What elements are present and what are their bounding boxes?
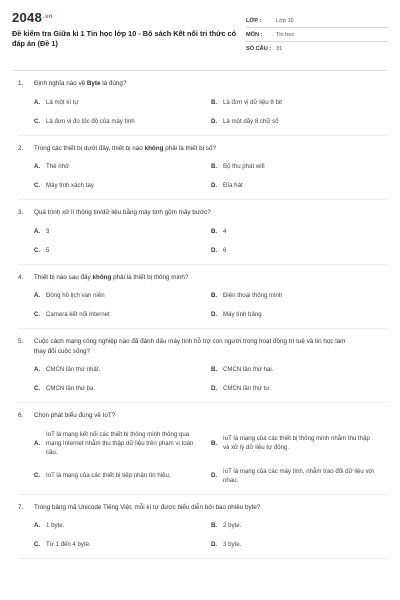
- answer-option[interactable]: [34, 246, 211, 255]
- answer-option[interactable]: [34, 365, 211, 374]
- question-number: 2.: [18, 144, 24, 152]
- option-letter: D.: [211, 385, 218, 392]
- option-text: CMCN lần thứ hai.: [223, 366, 274, 373]
- option-letter: D.: [211, 472, 218, 479]
- option-letter: A.: [34, 227, 41, 235]
- option-letter: C.: [34, 246, 41, 254]
- question-text: [34, 273, 388, 283]
- question-text: [34, 208, 388, 218]
- option-text: CMCN lần thứ nhất.: [46, 366, 101, 373]
- question-list: [12, 71, 388, 559]
- question-item: [18, 71, 388, 136]
- logo-suffix: .vn: [43, 14, 53, 20]
- answer-option[interactable]: [34, 540, 211, 549]
- question-item: [18, 329, 388, 403]
- header: [12, 0, 388, 64]
- question-emphasis: không: [92, 273, 112, 281]
- option-text: CMCN lần thứ tư.: [223, 385, 272, 392]
- answer-option[interactable]: [211, 162, 388, 171]
- option-letter: C.: [34, 117, 41, 125]
- answer-option[interactable]: [34, 227, 211, 236]
- question-number: 7.: [18, 503, 24, 511]
- option-text: CMCN lần thứ ba.: [46, 385, 96, 392]
- answer-option[interactable]: [34, 162, 211, 171]
- option-text: Máy tính bảng: [223, 311, 262, 318]
- question-item: [18, 265, 388, 330]
- question-text-part: phải là thiết bị thông minh?: [111, 273, 189, 281]
- question-number: 4.: [18, 273, 24, 281]
- option-text: Máy tính xách tay: [46, 182, 94, 189]
- answer-option[interactable]: [211, 227, 388, 236]
- option-letter: D.: [211, 182, 218, 189]
- answer-option[interactable]: [211, 310, 388, 319]
- option-text: Bộ thu phát wifi: [223, 163, 265, 170]
- logo-text: 2048: [12, 10, 43, 25]
- option-letter: C.: [34, 541, 41, 548]
- answer-option[interactable]: [34, 521, 211, 530]
- meta-value: Tin học: [276, 31, 295, 38]
- answer-option[interactable]: [211, 430, 388, 457]
- option-text: 5: [46, 246, 50, 254]
- question-text: [34, 144, 388, 154]
- option-letter: D.: [211, 117, 218, 125]
- answer-option[interactable]: [211, 384, 388, 393]
- answer-option[interactable]: [34, 384, 211, 393]
- answer-options: [18, 157, 388, 195]
- option-letter: B.: [211, 439, 218, 447]
- option-text: IoT là mạng kết nối các thiết bị thông minh thông qua mạng Internet nhằm thu thập dữ liệu trên phạm vi toàn cầu.: [46, 430, 194, 456]
- option-letter: D.: [211, 311, 218, 318]
- option-text: Đồng hồ lịch vạn niên: [46, 292, 105, 299]
- option-letter: A.: [34, 98, 41, 106]
- answer-option[interactable]: [34, 181, 211, 190]
- option-text: 1 byte.: [46, 522, 65, 529]
- option-letter: B.: [211, 98, 218, 106]
- meta-label: MÔN :: [246, 31, 263, 38]
- option-letter: B.: [211, 163, 218, 170]
- option-letter: B.: [211, 366, 218, 373]
- option-letter: D.: [211, 541, 218, 548]
- question-text-part: Trong bảng mã Unicode Tiếng Việt, mỗi kí tự được biểu diễn bởi bao nhiêu byte?: [34, 503, 261, 511]
- option-text: 4: [223, 227, 227, 235]
- answer-option[interactable]: [211, 521, 388, 530]
- answer-option[interactable]: [211, 117, 388, 126]
- option-letter: D.: [211, 246, 218, 254]
- option-text: IoT là mạng của các thiết bị thông minh nhằm thu thập và xử lý dữ liệu tự động.: [223, 435, 370, 451]
- option-text: Là một dãy 8 chữ số: [223, 117, 279, 125]
- answer-options: [18, 360, 388, 398]
- answer-options: [18, 93, 388, 131]
- option-text: Camera kết nối Internet: [46, 311, 110, 318]
- question-item: [18, 495, 388, 560]
- question-text: [34, 79, 388, 89]
- option-letter: B.: [211, 292, 218, 299]
- answer-options: [18, 516, 388, 554]
- option-letter: C.: [34, 472, 41, 479]
- option-text: Là đơn vị đo tốc độ của máy tính: [46, 117, 135, 125]
- question-text-part: là đúng?: [100, 80, 127, 87]
- option-text: 2 byte.: [223, 522, 242, 529]
- meta-row-class: [246, 14, 388, 28]
- question-item: [18, 136, 388, 201]
- question-text-part: Thiết bị nào sau đây: [34, 273, 93, 281]
- question-text-part: Trong các thiết bị dưới đây, thiết bị nào: [34, 144, 145, 152]
- meta-row-subject: [246, 28, 388, 42]
- answer-option[interactable]: [34, 430, 211, 457]
- question-text-part: Chọn phát biểu đúng về IoT?: [34, 412, 116, 419]
- option-letter: A.: [34, 522, 41, 529]
- option-letter: C.: [34, 311, 41, 318]
- question-text-part: phải là thiết bị số?: [163, 144, 216, 152]
- question-emphasis: không: [144, 144, 164, 152]
- question-number: 5.: [18, 338, 24, 345]
- option-text: 3 byte.: [223, 541, 242, 548]
- page-title: Đề kiểm tra Giữa kì 1 Tin học lớp 10 - Bộ sách Kết nối tri thức có đáp án (Đề 1): [12, 29, 237, 48]
- question-stem: [18, 79, 388, 89]
- option-letter: B.: [211, 227, 218, 235]
- answer-option[interactable]: [211, 246, 388, 255]
- option-letter: A.: [34, 163, 41, 170]
- question-number: 3.: [18, 209, 24, 216]
- meta-label: LỚP :: [246, 17, 262, 24]
- question-item: [18, 200, 388, 265]
- option-letter: A.: [34, 366, 41, 373]
- meta-row-count: [246, 42, 388, 56]
- option-text: Đĩa hát: [223, 182, 243, 189]
- question-emphasis: Byte: [86, 80, 101, 87]
- option-text: 6: [223, 246, 227, 254]
- meta-table: [246, 14, 388, 64]
- option-letter: A.: [34, 439, 41, 447]
- question-text: [34, 503, 388, 513]
- answer-option[interactable]: [34, 117, 211, 126]
- question-stem: [18, 144, 388, 154]
- answer-option[interactable]: [211, 181, 388, 190]
- question-text-part: Quá trình xử lí thông tin/dữ liệu bằng máy tính gồm mấy bước?: [34, 209, 211, 216]
- answer-option[interactable]: [34, 291, 211, 300]
- answer-option[interactable]: [34, 98, 211, 107]
- answer-option[interactable]: [211, 540, 388, 549]
- meta-value: Lớp 10: [276, 17, 294, 24]
- site-logo[interactable]: [12, 10, 240, 25]
- option-text: Từ 1 đến 4 byte.: [46, 541, 91, 548]
- option-text: Là đơn vị dữ liệu 8 bit: [223, 98, 282, 106]
- answer-options: [18, 286, 388, 324]
- option-text: Điện thoại thông minh: [223, 292, 283, 299]
- answer-options: [18, 222, 388, 260]
- question-item: [18, 403, 388, 495]
- question-stem: [18, 208, 388, 218]
- answer-option[interactable]: [211, 467, 388, 485]
- question-number: 1.: [18, 80, 24, 87]
- option-text: Thẻ nhớ: [46, 163, 69, 170]
- question-stem: [18, 503, 388, 513]
- question-stem: [18, 411, 388, 421]
- answer-option[interactable]: [211, 291, 388, 300]
- question-stem: [18, 273, 388, 283]
- question-stem: [18, 337, 388, 356]
- meta-value: 31: [276, 46, 283, 52]
- answer-option[interactable]: [34, 310, 211, 319]
- option-letter: C.: [34, 182, 41, 189]
- option-text: Là một kí tự: [46, 98, 79, 106]
- answer-option[interactable]: [211, 365, 388, 374]
- header-left: [12, 10, 240, 64]
- question-text: [34, 411, 388, 421]
- answer-option[interactable]: [34, 467, 211, 485]
- answer-options: [18, 425, 388, 490]
- option-text: 3: [46, 227, 50, 235]
- option-text: IoT là mạng của các máy tính, nhằm trao đổi dữ liệu với nhau.: [223, 467, 374, 484]
- question-number: 6.: [18, 412, 24, 419]
- answer-option[interactable]: [211, 98, 388, 107]
- question-text: [34, 337, 388, 356]
- option-letter: C.: [34, 385, 41, 392]
- question-text-part: Cuộc cách mạng công nghiệp nào đã đánh dấu máy tính hỗ trợ con người trong hoạt động trí tuệ và tin học làm thay đổi cuộc sống?: [34, 338, 346, 355]
- option-letter: B.: [211, 522, 218, 529]
- option-text: IoT là mạng của các thiết bị tiếp nhận tín hiệu.: [46, 472, 171, 479]
- meta-label: SỐ CÂU :: [246, 46, 272, 52]
- option-letter: A.: [34, 292, 41, 299]
- question-text-part: Định nghĩa nào về: [34, 80, 87, 87]
